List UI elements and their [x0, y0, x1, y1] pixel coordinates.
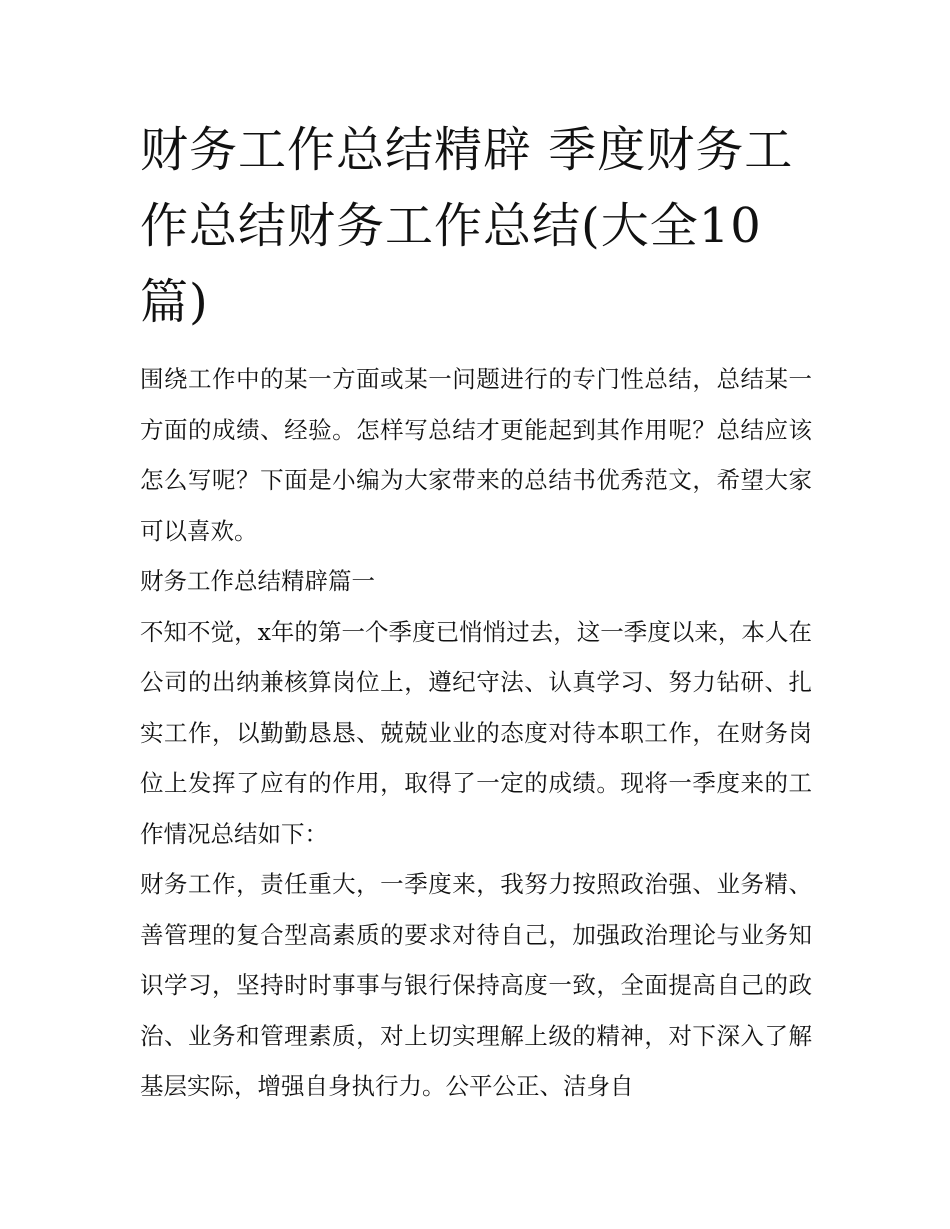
document-body — [140, 354, 812, 1112]
section-heading: 财务工作总结精辟篇一 — [140, 567, 375, 595]
document-title: 财务工作总结精辟 季度财务工作总结财务工作总结(大全10篇) — [140, 122, 794, 330]
intro-paragraph: 围绕工作中的某一方面或某一问题进行的专门性总结，总结某一方面的成绩、经验。怎样写总结才更能起到其作用呢？总结应该怎么写呢？下面是小编为大家带来的总结书优秀范文，希望大家可以喜欢。 — [140, 365, 812, 545]
body-paragraph-1: 不知不觉，x年的第一个季度已悄悄过去，这一季度以来，本人在公司的出纳兼核算岗位上，遵纪守法、认真学习、努力钻研、扎实工作，以勤勤恳恳、兢兢业业的态度对待本职工作，在财务岗位上发挥了应有的作用，取得了一定的成绩。现将一季度来的工作情况总结如下： — [140, 617, 812, 848]
body-paragraph-2: 财务工作，责任重大，一季度来，我努力按照政治强、业务精、善管理的复合型高素质的要求对待自己，加强政治理论与业务知识学习，坚持时时事事与银行保持高度一致，全面提高自己的政治、业务和管理素质，对上切实理解上级的精神，对下深入了解基层实际，增强自身执行力。公平公正、洁身自 — [140, 870, 812, 1100]
